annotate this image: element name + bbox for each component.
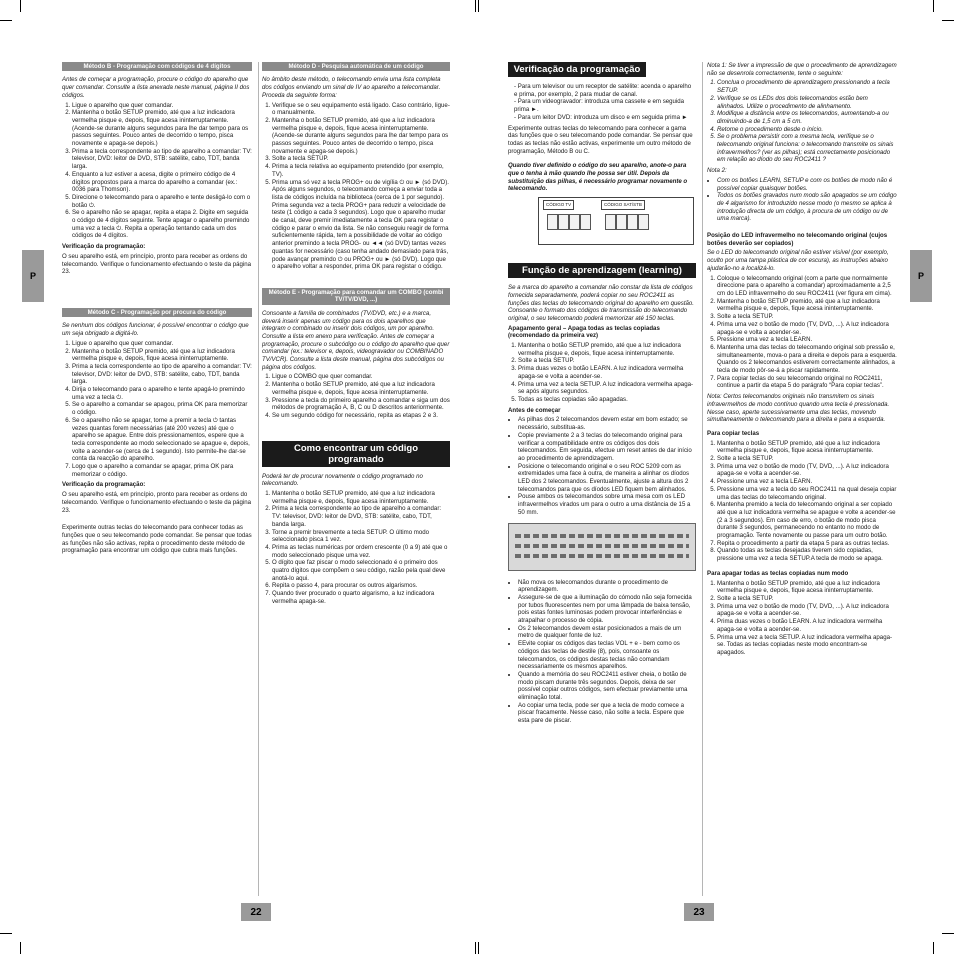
list-item: 5. Pressione uma vez a tecla do seu ROC2411 na qual deseja copiar uma das teclas do telecomando original. [717, 486, 897, 501]
led-position-steps [707, 275, 897, 391]
list-item: 4. Prima a tecla relativa ao equipamento pretendido (por exemplo, TV). [272, 163, 450, 178]
crop-mark [942, 20, 954, 21]
method-c-heading: Método C - Programação por procura do código [62, 308, 252, 317]
list-item: 1. Mantenha o botão SETUP premido, até que a luz indicadora vermelha pisque e, depois, fique acesa ininterruptamente. [717, 580, 897, 595]
list-item: • Posicione o telecomando original e o seu ROC 5209 com as extremidades uma face à outra, de maneira a alinhar os díodos LED dos 2 telecomandos. Eventualmente, ajuste a altura dos 2 telecomandos para que os díodos LED fiquem bem alinhados. [518, 463, 696, 494]
list-item: - Para um televisor ou um receptor de satélite: acenda o aparelho e prima, por exemplo, 2 para mudar de canal. [514, 83, 692, 98]
led-position-title: Posição do LED infravermelho no telecomando original (cujos botões deverão ser copiados) [707, 232, 888, 247]
list-item: 1. Verifique se o seu equipamento está ligado. Caso contrário, ligue-o manualmente. [272, 102, 450, 117]
list-item: 3. Solte a tecla SETUP. [272, 155, 450, 163]
method-d-intro: No âmbito deste método, o telecomando envia uma lista completa dos códigos enviando um sinal de IV ao aparelho a telecomandar. Proceda da seguinte forma: [262, 76, 441, 99]
list-item: - Para um leitor DVD: introduza um disco e em seguida prima ► [514, 113, 688, 121]
language-tab-right: P [910, 250, 932, 302]
list-item: 5. Prima uma vez a tecla SETUP. A luz indicadora vermelha apaga-se. Todas as teclas copiadas neste modo encontram-se apagados. [717, 634, 897, 657]
code-box [547, 214, 558, 230]
before-start-items [508, 416, 696, 516]
list-item: 3. Prima a tecla correspondente ao tipo de aparelho a comandar: TV: televisor, DVD: leitor de DVD, STB: satélite, cabo, TDT, banda larga. [72, 363, 252, 386]
erase-mode-steps [707, 580, 897, 657]
method-e-steps [262, 373, 450, 419]
erase-all-steps [508, 342, 696, 404]
list-item: 5. Prima uma só vez a tecla PROG+ ou de vigília ⏻ ou ► (só DVD). Após alguns segundos, o telecomando começa a enviar toda a lista de códigos incluída na biblioteca (cerca de 1 por segundo). Prima segunda vez a tecla PROG+ para reduzir a velocidade de teste (1 código a cada 3 segundos). Logo que o aparelho mudar de canal, deve premir imediatamente a tecla OK para registar o código e parar o envio da lista. Se não conseguiu reagir de forma suficientemente rápida, tem a possibilidade de voltar ao código anterior premindo a tecla PROG- ou ◄◄ (só DVD) tantas vezes quantas for necessário (caso tenha andado demasiado para trás, pode avançar premindo ⏻ ou PROG+ ou ► (só DVD). Logo que o aparelho voltar a responder, prima OK para registar o código. [272, 179, 450, 271]
list-item: 3. Prima uma vez o botão de modo (TV, DVD, ...). A luz indicadora apaga-se e volta a acender-se. [717, 603, 897, 618]
list-item: 3. Torne a premir brevemente a tecla SETUP. O último modo seleccionado pisca 1 vez. [272, 529, 450, 544]
code-box [569, 214, 580, 230]
method-c-outro: Experimente outras teclas do telecomando para conhecer todas as funções que o seu telecomando pode comandar. Se pensar que todas as funções não são activas, repita o procedimento deste método de programação para encontrar um código que cubra mais funções. [62, 524, 252, 555]
method-e-intro: Consoante a família de combinados (TV/DVD, etc.) e a marca, deverá inserir apenas um código para os dois aparelhos que integram o combinado ou inserir dois códigos, um por aparelho. Consulte a lista em anexo para verificação. Antes de começar a programação, procure o subcódigo ou o código do aparelho que quer comandar (ex.: televisor e, depois, videogravador ou COMBINADO TV/VCR). Consulte a lista deste manual, página dos subcódigos ou página dos códigos. [262, 309, 450, 371]
column-divider [258, 62, 259, 896]
language-tab-left: P [22, 250, 44, 302]
list-item: 8. Quando todas as teclas desejadas tiverem sido copiadas, pressione uma vez a tecla SETUP.A tecla de modo se apaga. [717, 547, 897, 562]
list-item: 1. Ligue o aparelho que quer comandar. [72, 102, 252, 110]
method-d-heading: Método D - Pesquisa automática de um código [262, 62, 450, 71]
code-box [627, 214, 638, 230]
crop-mark [0, 20, 12, 21]
list-item: • Não mova os telecomandos durante o procedimento de aprendizagem. [518, 579, 696, 594]
code-box [616, 214, 627, 230]
list-item: 2. Prima a tecla correspondente ao tipo de aparelho a comandar: TV: televisor, DVD: leitor de DVD, STB: satélite, cabo, TDT, banda larga. [272, 505, 450, 528]
note-1-steps [707, 79, 897, 164]
list-item: 3. Prima a tecla correspondente ao tipo de aparelho a comandar: TV: televisor, DVD: leitor de DVD, STB: satélite, cabo, TDT, banda larga. [72, 148, 252, 171]
note-1-label: Nota 1: [707, 62, 727, 69]
crop-mark [942, 933, 954, 934]
list-item: 4. Se um segundo código for necessário, repita as etapas 2 e 3. [272, 412, 450, 420]
copy-keys-steps [707, 440, 897, 563]
list-item: • Quando a memória do seu ROC2411 estiver cheia, o botão de modo piscam durante três segundos. Depois, deixa de ser possível copiar outros códigos, sem efectuar previamente uma eliminação total. [518, 671, 696, 702]
left-column-1 [62, 62, 252, 557]
list-item: 6. Mantenha premido a tecla do telecomando original a ser copiado até que a luz indicadora vermelha se apague e volte a acender-se (2 a 3 segundos). Em caso de erro, o botão de modo pisca durante 3 segundos, permanecendo no entanto no modo de programação. Tente novamente ou passe para um outro botão. [717, 501, 897, 540]
list-item: 3. Modifique a distância entre os telecomandos, aumentando-a ou diminuindo-a de 1,5 cm a 5 cm. [717, 110, 897, 125]
list-item: 1. Coloque o telecomando original (com a parte que normalmente direccione para o aparelho a comandar) aproximadamente a 2,5 cm do LED infravermelho do seu ROC2411 (ver figura em cima). [717, 275, 897, 298]
led-position-text: Se o LED do telecomando original não estiver visível (por exemplo, oculto por uma tampa plástica de cor escura), as instruções abaixo ajudarão-no a localizá-lo. [707, 249, 889, 272]
list-item: 2. Mantenha o botão SETUP premido, até que a luz indicadora vermelha pisque e, depois, fique acesa ininterruptamente. [272, 381, 450, 396]
find-code-steps [262, 490, 450, 606]
list-item: 5. O dígito que faz piscar o modo seleccionado é o primeiro dos quatro dígitos que compõem o seu código, razão pela qual deve anotá-lo aqui. [272, 559, 450, 582]
method-b-intro: Antes de começar a programação, procure o código do aparelho que quer comandar. Consulte a lista anexada neste manual, página II dos códigos. [62, 76, 250, 99]
method-c-verif-text: O seu aparelho está, em princípio, pronto para receber as ordens do telecomando. Verifique o funcionamento efectuando o teste da página 23. [62, 491, 252, 514]
list-item: 5. Pressione uma vez a tecla LEARN. [717, 336, 897, 344]
list-item: 5. Se o aparelho a comandar se apagou, prima OK para memorizar o código. [72, 401, 252, 416]
page-number-right: 23 [684, 903, 714, 921]
list-item: 1. Ligue o aparelho que quer comandar. [72, 340, 252, 348]
crop-mark [0, 933, 12, 934]
list-item: 7. Para copiar teclas do seu telecomando original no ROC2411, continue a partir da etapa 5 do parágrafo “Para copiar teclas”. [717, 375, 897, 390]
list-item: 5. Se o problema persistir com a mesma tecla, verifique se o telecomando original funciona: o telecomando transmite os sinais infravermelhos? (ver as pilhas); está correctamente posicionado em relação ao díodo do seu ROC2411 ? [717, 133, 897, 164]
crop-mark [933, 0, 934, 12]
verification-heading: Verificação da programação [508, 62, 646, 77]
method-c-verif-title: Verificação da programação: [62, 481, 146, 489]
verification-text: Experimente outras teclas do telecomando para conhecer a gama das funções que o seu telecomando pode comandar. Se pensar que todas as teclas não estão activas, experimente um outro método de programação, Método B ou C. [508, 124, 693, 155]
code-sat-label: CÓDIGO SAT/STB [601, 200, 645, 210]
remotes-alignment-illustration [508, 523, 696, 571]
column-divider [702, 62, 703, 896]
list-item: 1. Mantenha o botão SETUP premido, até que a luz indicadora vermelha pisque e, depois, fique acesa ininterruptamente. [272, 490, 450, 505]
method-b-steps [62, 102, 252, 241]
code-box [638, 214, 649, 230]
method-d-steps [262, 102, 450, 271]
list-item: 2. Mantenha o botão SETUP premido, até que a luz indicadora vermelha pisque e, depois, fique acesa ininterruptamente. [717, 298, 897, 313]
copy-keys-title: Para copiar teclas [707, 429, 760, 437]
crop-mark [478, 942, 479, 954]
note-1: Nota 1: Se tiver a impressão de que o procedimento de aprendizagem não se desenrola correctamente, tente o seguinte: [707, 62, 897, 77]
list-item: • As pilhas dos 2 telecomandos devem estar em bom estado; se necessário, substitua-as. [518, 416, 696, 431]
list-item: 4. Prima uma vez o botão de modo (TV, DVD, ...). A luz indicadora apaga-se e volta a acender-se. [717, 321, 897, 336]
crop-mark [475, 0, 476, 12]
list-item: 6. Mantenha uma das teclas do telecomando original sob pressão e, simultaneamente, mova-o para a direita e depois para a esquerda. Quando os 2 telecomandos estiverem correctamente alinhados, a tecla de modo pôr-se-á a piscar rapidamente. [717, 344, 897, 375]
list-item: • Os 2 telecomandos devem estar posicionados a mais de um metro de qualquer fonte de luz. [518, 625, 696, 640]
list-item: • EEvite copiar os códigos das teclas VOL + e - bem como os códigos das teclas de destile (8), pois, consoante os telecomandos, os códigos destas teclas não comandam necessariamente os mesmos aparelhos. [518, 640, 696, 671]
list-item: 2. Mantenha o botão SETUP premido, até que a luz indicadora vermelha pisque e, depois, fique acesa ininterruptamente. [72, 348, 252, 363]
note-2-items [707, 177, 897, 223]
list-item: 7. Repita o procedimento a partir da etapa 5 para as outras teclas. [717, 540, 897, 548]
note-2-label: Nota 2: [707, 167, 727, 175]
list-item: 4. Prima as teclas numéricas por ordem crescente (0 a 9) até que o modo seleccionado pisque uma vez. [272, 544, 450, 559]
list-item: 4. Prima duas vezes o botão LEARN. A luz indicadora vermelha apaga-se e volta a acender-se. [717, 618, 897, 633]
list-item: 4. Enquanto a luz estiver a acesa, digite o primeiro código de 4 dígitos propostos para a marca do aparelho a comandar (ex.: 0036 para Thomson). [72, 171, 252, 194]
code-record-figure [538, 197, 694, 245]
list-item: 2. Solte a tecla SETUP. [717, 595, 897, 603]
list-item: 6. Se o aparelho não se apagar, torne a premir a tecla ⏻ tantas vezes quantas forem necessárias (até 200 vezes) até que o aparelho se apague. Entre dois pressionamentos, espere que a tecla correspondente ao modo seleccionado se apague e, depois, volte a acender-se (cerca de 1 segundo). Isto permite-lhe dar-se conta da reacção do aparelho. [72, 417, 252, 463]
method-c-steps [62, 340, 252, 479]
list-item: 2. Mantenha o botão SETUP premido, até que a luz indicadora vermelha pisque e, depois, fique acesa ininterruptamente. (Acende-se durante alguns segundos para lhe dar tempo para os passos seguintes. Pouco antes de decorrido o tempo, pisca novamente e apaga-se depois.) [272, 117, 450, 156]
left-column-2 [262, 62, 450, 609]
list-item: 3. Prima uma vez o botão de modo (TV, DVD, ...). A luz indicadora apaga-se e volta a acender-se. [717, 463, 897, 478]
list-item: 1. Mantenha o botão SETUP premido, até que a luz indicadora vermelha pisque e, depois, fique acesa ininterruptamente. [518, 342, 696, 357]
list-item: 2. Solte a tecla SETUP. [717, 455, 897, 463]
code-tv-label: CÓDIGO TV [543, 200, 574, 210]
list-item: • Assegure-se de que a iluminação do cómodo não seja fornecida por tubos fluorescentes nem por uma lâmpada de baixa tensão, pois estas fontes luminosas podem provocar interferências e atrapalhar o processo de cópia. [518, 594, 696, 625]
list-item: 2. Solte a tecla SETUP. [518, 357, 696, 365]
list-item: 1. Ligue o COMBO que quer comandar. [272, 373, 450, 381]
method-b-verif-text: O seu aparelho está, em princípio, pronto para receber as ordens do telecomando. Verifique o funcionamento efectuando o teste da página 23. [62, 252, 252, 276]
list-item: 3. Solte a tecla SETUP. [717, 313, 897, 321]
list-item: 4. Retome o procedimento desde o início. [717, 126, 897, 134]
right-column-1 [508, 62, 696, 728]
list-item: 1. Conclua o procedimento de aprendizagem pressionando a tecla SETUP. [717, 79, 897, 94]
verification-items [508, 83, 696, 122]
code-box [580, 214, 591, 230]
before-start-title: Antes de começar [508, 406, 561, 414]
verification-note: Quando tiver definido o código do seu aparelho, anote-o para que o tenha à mão quando lhe possa ser útil. Depois da substituição das pilhas, é necessário programar novamente o telecomando. [508, 162, 688, 193]
list-item: 3. Prima duas vezes o botão LEARN. A luz indicadora vermelha apaga-se e volta a acender-se. [518, 365, 696, 380]
list-item: 6. Repita o passo 4, para procurar os outros algarismos. [272, 582, 450, 590]
method-c-intro: Se nenhum dos códigos funcionar, é possível encontrar o código que um seja obrigado a digitá-lo. [62, 322, 249, 338]
list-item: • Copie previamente 2 a 3 teclas do telecomando original para verificar a compatibilidade entre os códigos dos dois telecomandos. Em seguida, efectue um reset antes de dar início ao procedimento de aprendizagem. [518, 432, 696, 463]
list-item: 1. Mantenha o botão SETUP premido, até que a luz indicadora vermelha pisque e, depois, fique acesa ininterruptamente. [717, 440, 897, 455]
list-item: 2. Verifique se os LEDs dos dois telecomandos estão bem alinhados. Utilize o procedimento de alinhamento. [717, 95, 897, 110]
code-box [558, 214, 569, 230]
list-item: 5. Direcione o telecomando para o aparelho e tente desligá-lo com o botão ⏻. [72, 194, 252, 209]
led-position-note: Nota: Certos telecomandos originais não transmitem os sinais infravermelhos de modo contínuo quando uma tecla é pressionada. Nesse caso, aperte sucessivamente uma das teclas, movendo simultaneamente o telecomando para a direita e para a esquerda. [707, 393, 890, 424]
list-item: - Para um videogravador: introduza uma cassete e em seguida prima ►. [514, 98, 685, 114]
list-item: 4. Dirija o telecomando para o aparelho e tente apagá-lo premindo uma vez a tecla ⏻. [72, 386, 252, 401]
list-item: 5. Todas as teclas copiadas são apagadas. [518, 396, 696, 404]
learning-intro: Se a marca do aparelho a comandar não constar da lista de códigos fornecida separadamente, poderá copiar no seu ROC2411 as funções das teclas do telecomando original do aparelho em questão. Consoante o formato dos códigos de transmissão do telecomando original, o seu telecomando poderá memorizar até 150 teclas. [508, 284, 694, 322]
find-code-heading: Como encontrar um código programado [262, 441, 450, 467]
find-code-intro: Poderá ter de procurar novamente o código programado no telecomando. [262, 472, 423, 488]
page-number-left: 22 [241, 903, 271, 921]
list-item: 7. Logo que o aparelho a comandar se apagar, prima OK para memorizar o código. [72, 463, 252, 478]
list-item: 3. Pressione a tecla do primeiro aparelho a comandar e siga um dos métodos de programação A, B, C ou D descritos anteriormente. [272, 397, 450, 412]
crop-mark [933, 942, 934, 954]
erase-mode-title: Para apagar todas as teclas copiadas num modo [707, 569, 849, 577]
method-b-verif-title: Verificação da programação: [62, 243, 146, 251]
list-item: • Todos os botões gravados num modo são apagados se um código de 4 algarismo for introduzido nesse modo (o mesmo se aplica à introdução directa de um código, à procura de um código ou de uma marca). [717, 192, 897, 223]
list-item: 4. Prima uma vez a tecla SETUP. A luz indicadora vermelha apaga-se após alguns segundos. [518, 381, 696, 396]
method-e-heading: Método E - Programação para comandar um COMBO (combi TV/TV/DVD, ...) [262, 288, 450, 305]
list-item: • Pouse ambos os telecomandos sobre uma mesa com os LED infravermelhos virados um para o outro a uma distância de 15 a 50 mm. [518, 493, 696, 516]
list-item: 7. Quando tiver procurado o quarto algarismo, a luz indicadora vermelha apaga-se. [272, 590, 450, 605]
crop-mark [20, 942, 21, 954]
right-column-2 [707, 62, 897, 660]
code-box [605, 214, 616, 230]
list-item: • Com os botões LEARN, SETUP e com os botões de modo não é possível copiar quaisquer botões. [717, 177, 897, 192]
erase-all-title: Apagamento geral – Apaga todas as teclas copiadas (recomendado da primeira vez) [508, 324, 660, 340]
learning-tips [508, 579, 696, 725]
crop-mark [478, 0, 479, 12]
list-item: 6. Se o aparelho não se apagar, repita a etapa 2. Digite em seguida o código de 4 dígitos seguinte. Tente apagar o aparelho premindo uma vez a tecla ⏻. Repita a operação tentando cada um dos códigos de 4 dígitos. [72, 209, 252, 240]
method-b-heading: Método B - Programação com códigos de 4 dígitos [62, 62, 252, 71]
learning-heading: Função de aprendizagem (learning) [508, 263, 696, 278]
list-item: 4. Pressione uma vez a tecla LEARN. [717, 478, 897, 486]
crop-mark [20, 0, 21, 12]
list-item: • Ao copiar uma tecla, pode ser que a tecla de modo comece a piscar fracamente. Nesse caso, não solte a tecla. Espere que esta pare de piscar. [518, 702, 696, 725]
crop-mark [475, 942, 476, 954]
list-item: 2. Mantenha o botão SETUP premido, até que a luz indicadora vermelha pisque e, depois, fique acesa ininterruptamente. (Acende-se durante alguns segundos para lhe dar tempo para os passos seguintes. Pouco antes de decorrido o tempo, pisca novamente e apaga-se depois.) [72, 109, 252, 148]
